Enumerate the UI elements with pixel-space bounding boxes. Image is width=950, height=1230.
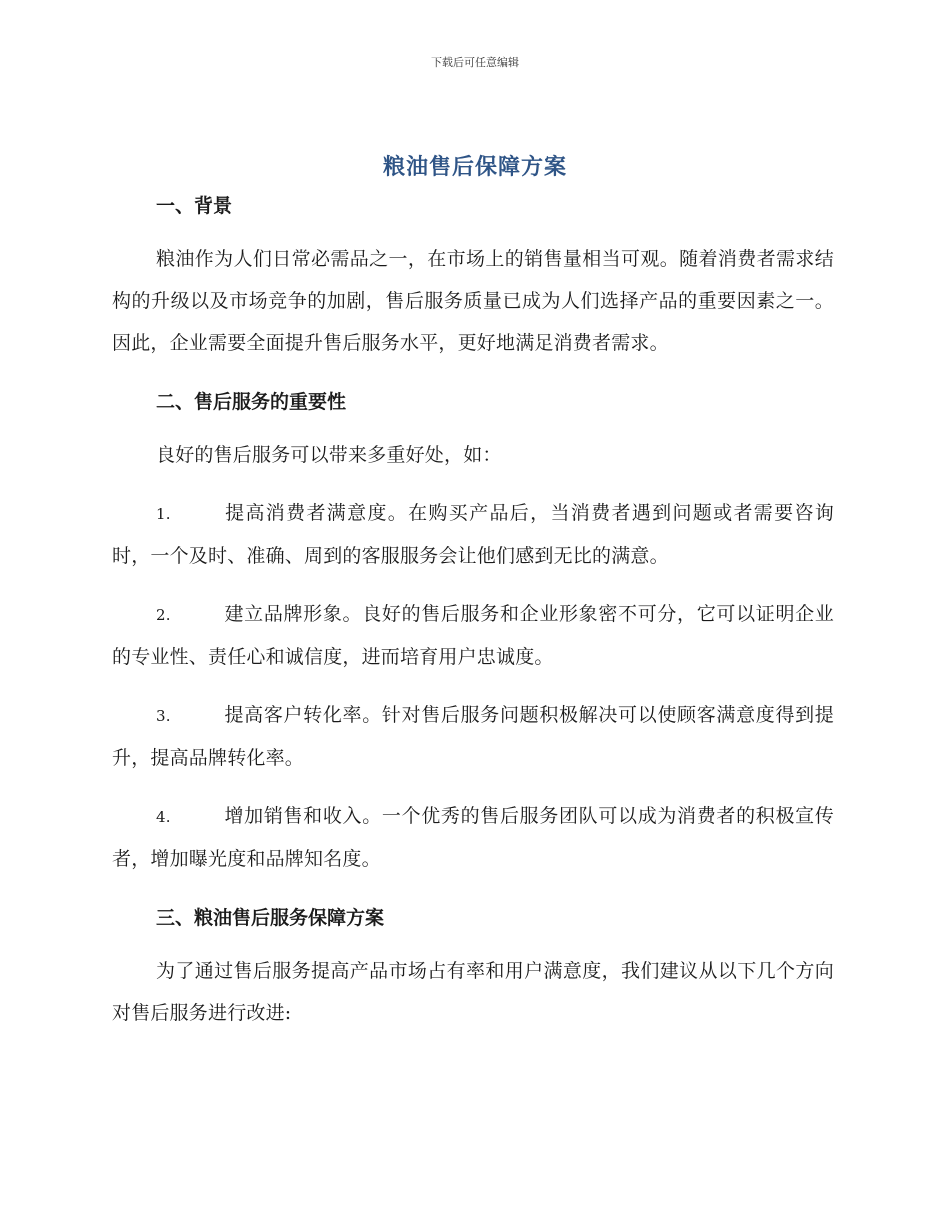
section-heading-importance: 二、售后服务的重要性 [156, 391, 347, 413]
list-item-number: 1. [156, 505, 171, 523]
section-heading-plan: 三、粮油售后服务保障方案 [156, 907, 385, 929]
list-item [112, 492, 834, 577]
header-note: 下载后可任意编辑 [431, 56, 519, 69]
document-body [112, 190, 834, 1034]
plan-paragraph: 为了通过售后服务提高产品市场占有率和用户满意度，我们建议从以下几个方向对售后服务进行改进: [112, 960, 834, 1024]
document-title: 粮油售后保障方案 [382, 155, 567, 180]
list-item-text: 增加销售和收入。一个优秀的售后服务团队可以成为消费者的积极宣传者，增加曝光度和品牌知名度。 [112, 805, 834, 870]
background-paragraph: 粮油作为人们日常必需品之一，在市场上的销售量相当可观。随着消费者需求结构的升级以及市场竞争的加剧，售后服务质量已成为人们选择产品的重要因素之一。因此，企业需要全面提升售后服务水平，更好地满足消费者需求。 [112, 248, 834, 354]
list-item-number: 4. [156, 808, 171, 826]
section-heading-background: 一、背景 [156, 195, 233, 217]
list-item-text: 提高客户转化率。针对售后服务问题积极解决可以使顾客满意度得到提升，提高品牌转化率。 [112, 704, 834, 769]
list-item [112, 694, 834, 779]
importance-intro: 良好的售后服务可以带来多重好处，如： [156, 444, 502, 466]
list-item-number: 2. [156, 606, 171, 624]
list-item-text: 提高消费者满意度。在购买产品后，当消费者遇到问题或者需要咨询时，一个及时、准确、周到的客服服务会让他们感到无比的满意。 [112, 502, 834, 567]
list-item-text: 建立品牌形象。良好的售后服务和企业形象密不可分，它可以证明企业的专业性、责任心和诚信度，进而培育用户忠诚度。 [112, 603, 834, 668]
list-item [112, 593, 834, 678]
list-item [112, 795, 834, 880]
list-item-number: 3. [156, 707, 171, 725]
